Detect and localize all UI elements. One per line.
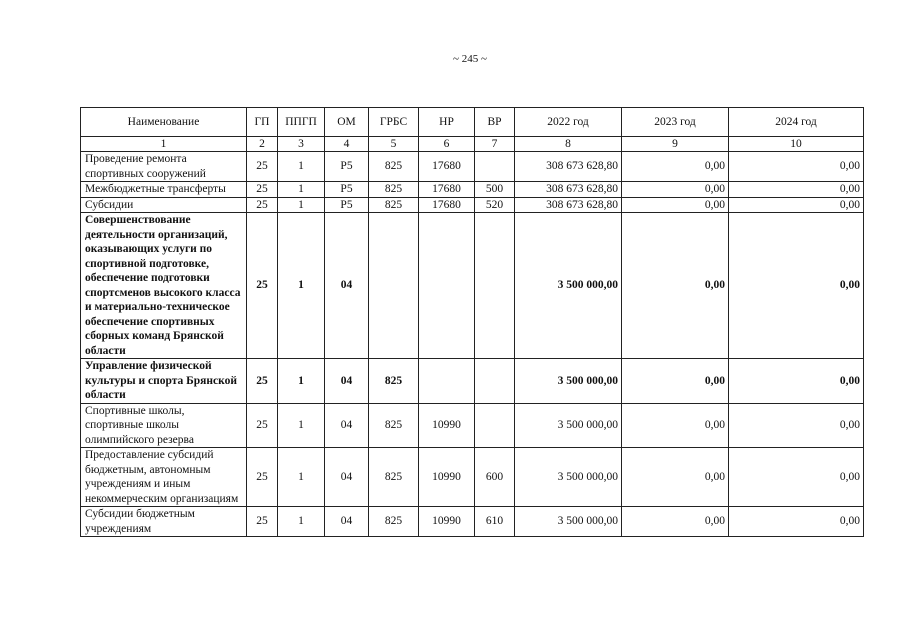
table-body xyxy=(81,152,864,537)
row-name-cell: Проведение ремонта спортивных сооружений xyxy=(81,152,247,182)
row-om-cell: P5 xyxy=(325,182,369,198)
header-gp: ГП xyxy=(247,108,278,137)
row-grbs-cell: 825 xyxy=(369,197,419,213)
row-grbs-cell: 825 xyxy=(369,359,419,404)
header-row xyxy=(81,108,864,137)
row-ppgp-cell: 1 xyxy=(278,197,325,213)
row-2023-cell: 0,00 xyxy=(622,448,729,507)
row-nr-cell: 17680 xyxy=(419,152,475,182)
table-row xyxy=(81,197,864,213)
row-vr-cell xyxy=(475,359,515,404)
row-nr-cell: 10990 xyxy=(419,403,475,448)
column-number-row xyxy=(81,137,864,152)
row-nr-cell: 17680 xyxy=(419,197,475,213)
table-row xyxy=(81,448,864,507)
table-row xyxy=(81,213,864,359)
row-2023-cell: 0,00 xyxy=(622,403,729,448)
header-2023: 2023 год xyxy=(622,108,729,137)
budget-table xyxy=(80,107,864,537)
header-vr: ВР xyxy=(475,108,515,137)
row-om-cell: 04 xyxy=(325,359,369,404)
header-name: Наименование xyxy=(81,108,247,137)
row-2024-cell: 0,00 xyxy=(729,448,864,507)
table-row xyxy=(81,403,864,448)
header-grbs: ГРБС xyxy=(369,108,419,137)
table-row xyxy=(81,359,864,404)
row-ppgp-cell: 1 xyxy=(278,359,325,404)
row-grbs-cell: 825 xyxy=(369,403,419,448)
row-name-cell: Спортивные школы, спортивные школы олимпийского резерва xyxy=(81,403,247,448)
row-vr-cell xyxy=(475,213,515,359)
row-nr-cell xyxy=(419,213,475,359)
row-om-cell: P5 xyxy=(325,197,369,213)
column-number: 3 xyxy=(278,137,325,152)
row-grbs-cell: 825 xyxy=(369,182,419,198)
row-ppgp-cell: 1 xyxy=(278,448,325,507)
row-2023-cell: 0,00 xyxy=(622,197,729,213)
row-name-cell: Совершенствование деятельности организаций, оказывающих услуги по спортивной подготовке, обеспечение подготовки спортсменов высокого класса и материально-техническое обеспечение спортивных сборных команд Брянской области xyxy=(81,213,247,359)
row-nr-cell: 10990 xyxy=(419,507,475,537)
row-2022-cell: 3 500 000,00 xyxy=(515,507,622,537)
column-number: 2 xyxy=(247,137,278,152)
row-om-cell: 04 xyxy=(325,448,369,507)
row-om-cell: P5 xyxy=(325,152,369,182)
row-2024-cell: 0,00 xyxy=(729,359,864,404)
row-grbs-cell: 825 xyxy=(369,448,419,507)
row-name-cell: Субсидии xyxy=(81,197,247,213)
row-gp-cell: 25 xyxy=(247,448,278,507)
page-number: ~ 245 ~ xyxy=(453,53,487,65)
row-vr-cell xyxy=(475,152,515,182)
row-2024-cell: 0,00 xyxy=(729,152,864,182)
row-ppgp-cell: 1 xyxy=(278,182,325,198)
row-gp-cell: 25 xyxy=(247,197,278,213)
row-2024-cell: 0,00 xyxy=(729,213,864,359)
row-vr-cell: 610 xyxy=(475,507,515,537)
row-nr-cell xyxy=(419,359,475,404)
row-2024-cell: 0,00 xyxy=(729,507,864,537)
row-vr-cell xyxy=(475,403,515,448)
row-ppgp-cell: 1 xyxy=(278,507,325,537)
row-gp-cell: 25 xyxy=(247,152,278,182)
row-2022-cell: 308 673 628,80 xyxy=(515,197,622,213)
column-number: 8 xyxy=(515,137,622,152)
row-vr-cell: 500 xyxy=(475,182,515,198)
row-2024-cell: 0,00 xyxy=(729,182,864,198)
row-2022-cell: 3 500 000,00 xyxy=(515,448,622,507)
header-2022: 2022 год xyxy=(515,108,622,137)
row-2022-cell: 308 673 628,80 xyxy=(515,182,622,198)
row-grbs-cell: 825 xyxy=(369,507,419,537)
row-2023-cell: 0,00 xyxy=(622,507,729,537)
row-vr-cell: 600 xyxy=(475,448,515,507)
row-gp-cell: 25 xyxy=(247,359,278,404)
row-name-cell: Субсидии бюджетным учреждениям xyxy=(81,507,247,537)
row-gp-cell: 25 xyxy=(247,182,278,198)
row-gp-cell: 25 xyxy=(247,403,278,448)
row-vr-cell: 520 xyxy=(475,197,515,213)
row-grbs-cell xyxy=(369,213,419,359)
table-row xyxy=(81,152,864,182)
header-2024: 2024 год xyxy=(729,108,864,137)
column-number: 7 xyxy=(475,137,515,152)
row-gp-cell: 25 xyxy=(247,213,278,359)
row-2023-cell: 0,00 xyxy=(622,359,729,404)
row-2022-cell: 3 500 000,00 xyxy=(515,359,622,404)
header-om: ОМ xyxy=(325,108,369,137)
row-2023-cell: 0,00 xyxy=(622,182,729,198)
row-2023-cell: 0,00 xyxy=(622,152,729,182)
row-2024-cell: 0,00 xyxy=(729,197,864,213)
row-2024-cell: 0,00 xyxy=(729,403,864,448)
row-2022-cell: 3 500 000,00 xyxy=(515,403,622,448)
row-name-cell: Предоставление субсидий бюджетным, автономным учреждениям и иным некоммерческим организациям xyxy=(81,448,247,507)
column-number: 4 xyxy=(325,137,369,152)
column-number: 6 xyxy=(419,137,475,152)
header-ppgp: ППГП xyxy=(278,108,325,137)
row-om-cell: 04 xyxy=(325,403,369,448)
column-number: 5 xyxy=(369,137,419,152)
row-2022-cell: 3 500 000,00 xyxy=(515,213,622,359)
row-ppgp-cell: 1 xyxy=(278,152,325,182)
row-2022-cell: 308 673 628,80 xyxy=(515,152,622,182)
row-ppgp-cell: 1 xyxy=(278,213,325,359)
row-om-cell: 04 xyxy=(325,507,369,537)
row-nr-cell: 10990 xyxy=(419,448,475,507)
column-number: 9 xyxy=(622,137,729,152)
header-nr: НР xyxy=(419,108,475,137)
column-number: 10 xyxy=(729,137,864,152)
row-2023-cell: 0,00 xyxy=(622,213,729,359)
column-number: 1 xyxy=(81,137,247,152)
row-grbs-cell: 825 xyxy=(369,152,419,182)
table-row xyxy=(81,182,864,198)
table-row xyxy=(81,507,864,537)
row-gp-cell: 25 xyxy=(247,507,278,537)
row-ppgp-cell: 1 xyxy=(278,403,325,448)
row-nr-cell: 17680 xyxy=(419,182,475,198)
row-name-cell: Межбюджетные трансферты xyxy=(81,182,247,198)
row-om-cell: 04 xyxy=(325,213,369,359)
row-name-cell: Управление физической культуры и спорта Брянской области xyxy=(81,359,247,404)
